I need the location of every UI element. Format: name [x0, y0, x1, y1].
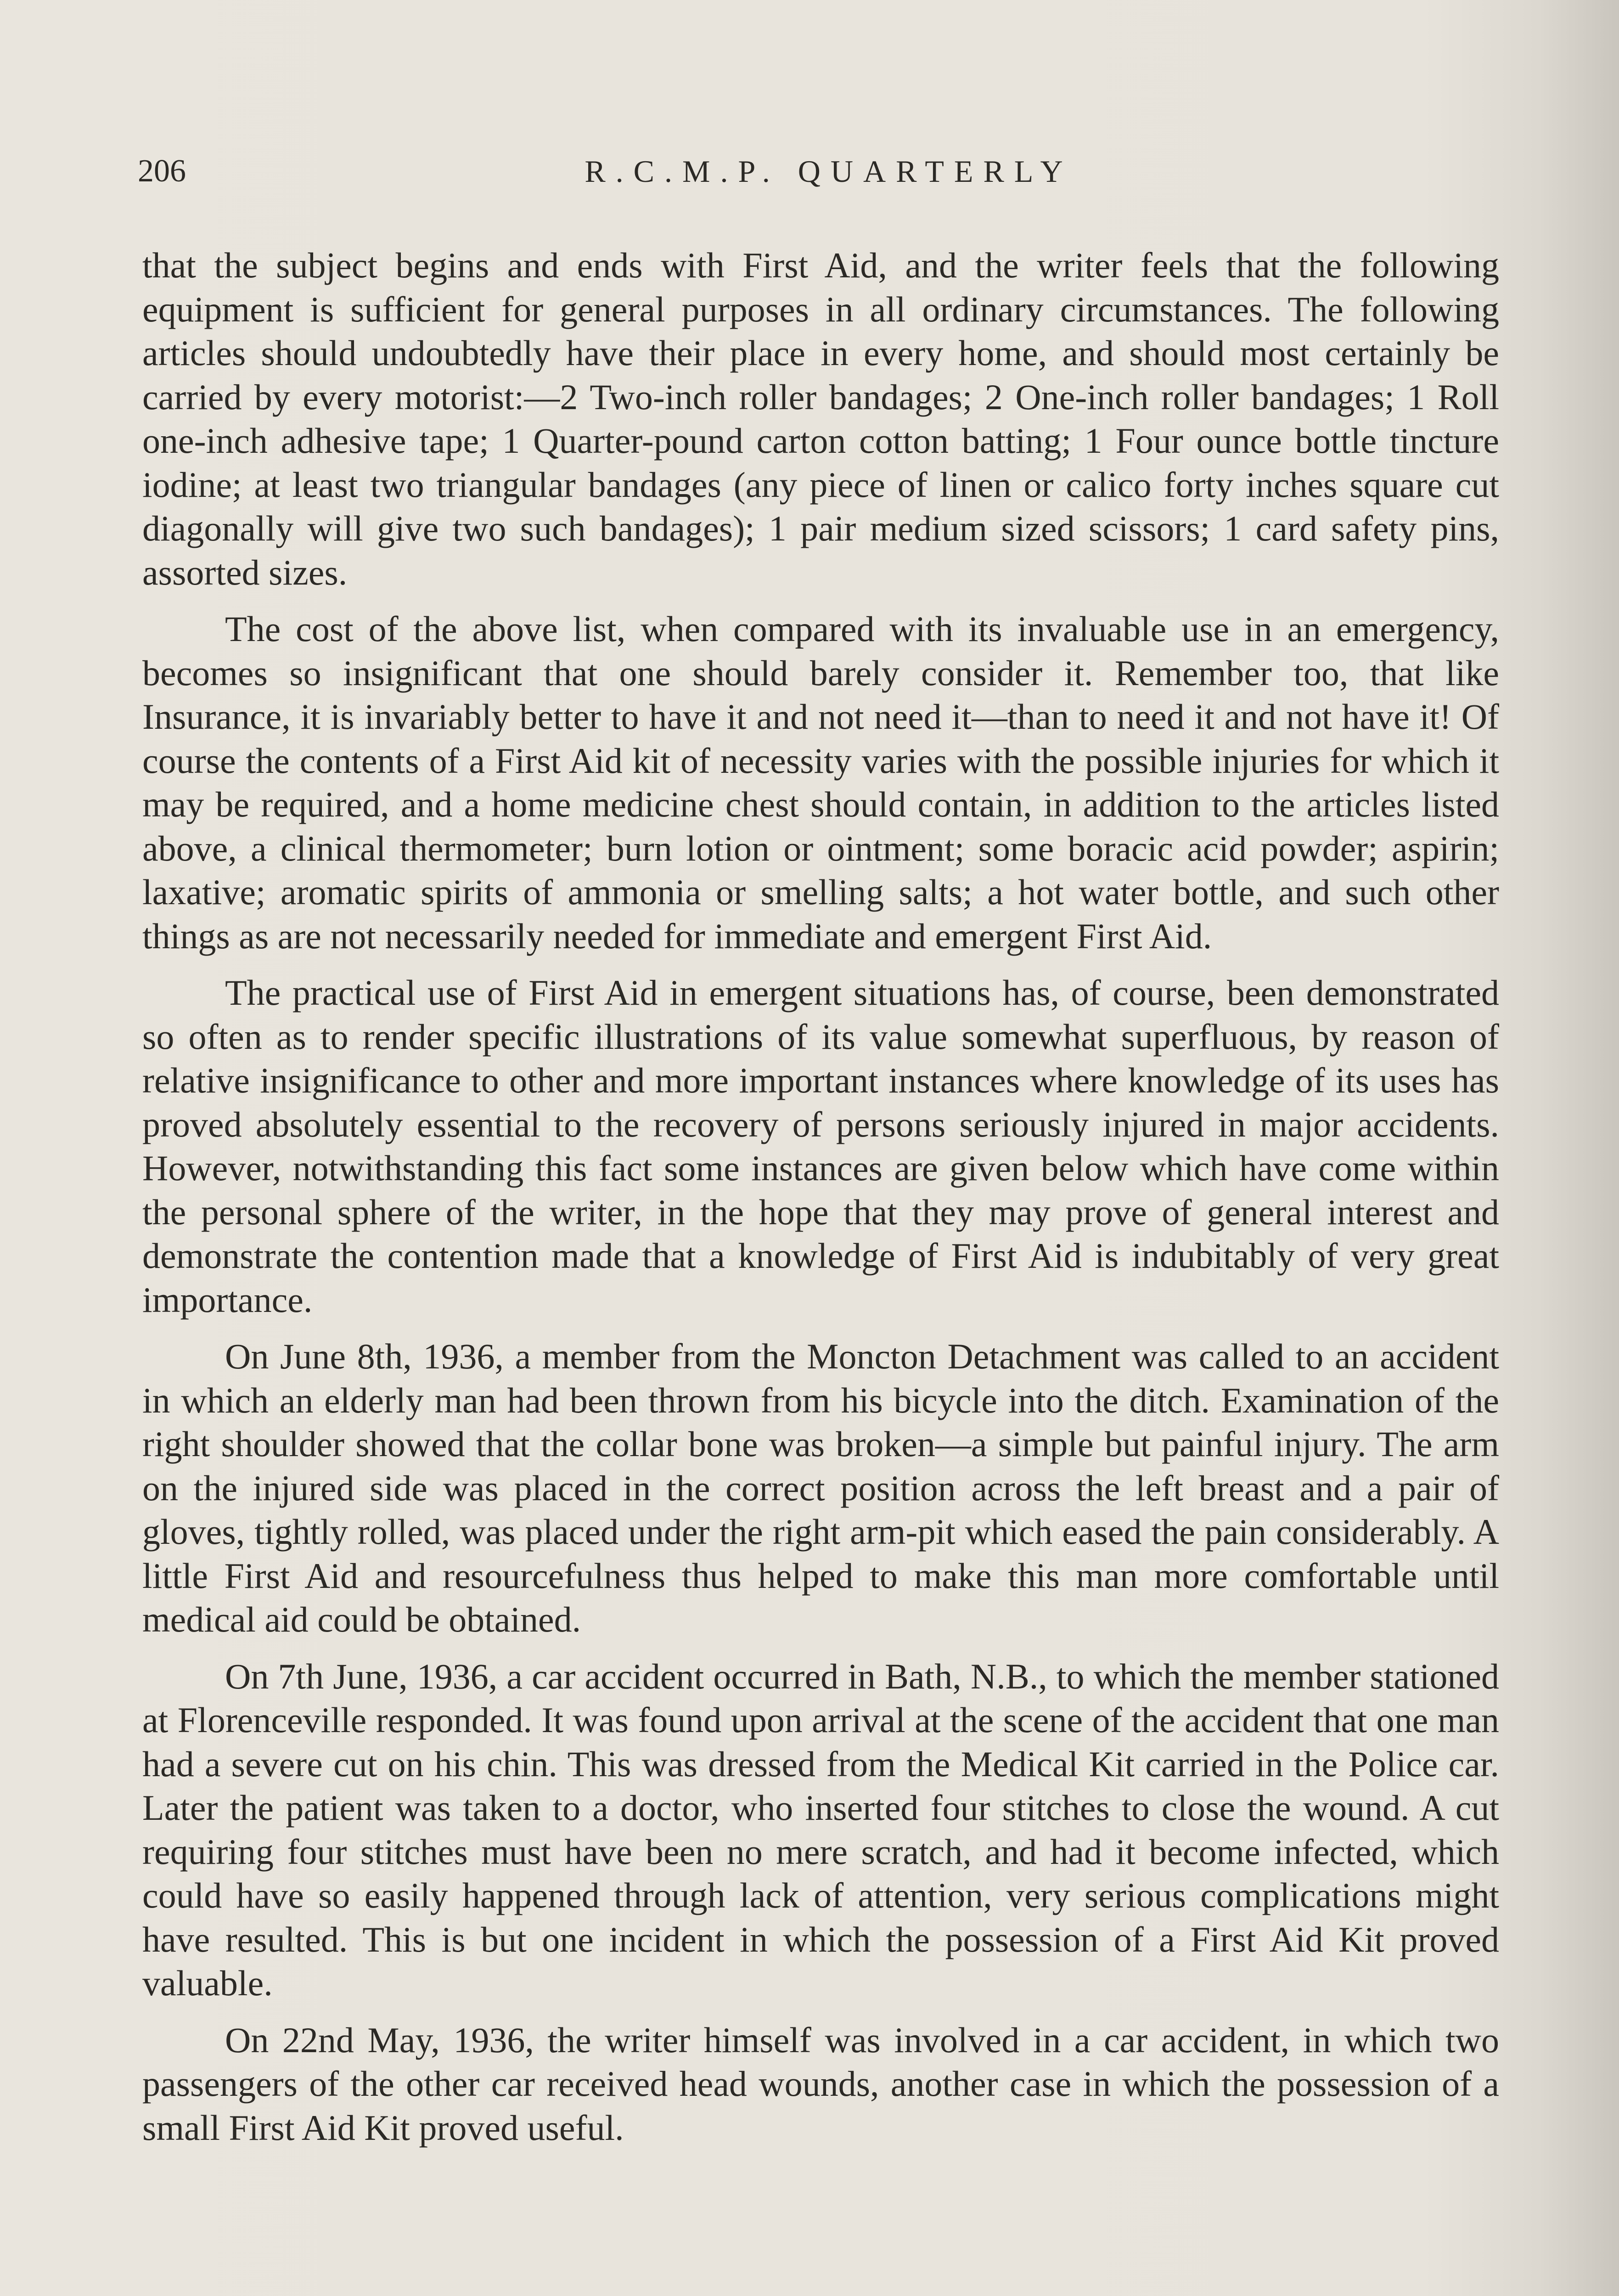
- page-number: 206: [138, 153, 186, 189]
- page-header: [138, 146, 1520, 197]
- paragraph-practical-use: The practical use of First Aid in emergent situations has, of course, been demonstrated so often as to render specific illustrations of its value somewhat superfluous, by reason of relative insignificance to other and more important instances where knowledge of its uses has proved absolutely essential to the recovery of persons seriously injured in major accidents. However, notwithstanding this fact some instances are given below which have come within the personal sphere of the writer, in the hope that they may prove of general interest and demonstrate the contention made that a knowledge of First Aid is indubitably of very great importance.: [142, 973, 1499, 1320]
- paragraph-cost: The cost of the above list, when compared with its invaluable use in an emergency, becomes so insignificant that one should barely consider it. Remember too, that like Insurance, it is invariably better to have it and not need it—than to need it and not have it! Of course the contents of a First Aid kit of necessity varies with the possible injuries for which it may be required, and a home medicine chest should contain, in addition to the articles listed above, a clinical thermometer; burn lotion or ointment; some boracic acid powder; aspirin; laxative; aromatic spirits of ammonia or smelling salts; a hot water bottle, and such other things as are not necessarily needed for immediate and emergent First Aid.: [142, 609, 1499, 956]
- paragraph-equipment-list: that the subject begins and ends with First Aid, and the writer feels that the following equipment is sufficient for general purposes in all ordinary circumstances. The following articles should undoubtedly have their place in every home, and should most certainly be carried by every motorist:—2 Two-inch roller bandages; 2 One-inch roller bandages; 1 Roll one-inch adhesive tape; 1 Quarter-pound carton cotton batting; 1 Four ounce bottle tincture iodine; at least two triangular bandages (any piece of linen or calico forty inches square cut diagonally will give two such bandages); 1 pair medium sized scissors; 1 card safety pins, assorted sizes.: [142, 245, 1499, 592]
- paragraph-writer-incident: On 22nd May, 1936, the writer himself was involved in a car accident, in which two passengers of the other car received head wounds, another case in which the possession of a small First Aid Kit proved useful.: [142, 2020, 1499, 2148]
- paragraph-moncton-incident: On June 8th, 1936, a member from the Moncton Detachment was called to an accident in which an elderly man had been thrown from his bicycle into the ditch. Examination of the right shoulder showed that the collar bone was broken—a simple but painful injury. The arm on the injured side was placed in the correct position across the left breast and a pair of gloves, tightly rolled, was placed under the right arm-pit which eased the pain considerably. A little First Aid and resourcefulness thus helped to make this man more comfortable until medical aid could be obtained.: [142, 1336, 1499, 1639]
- paragraph-bath-incident: On 7th June, 1936, a car accident occurred in Bath, N.B., to which the member stationed at Florenceville responded. It was found upon arrival at the scene of the accident that one man had a severe cut on his chin. This was dressed from the Medical Kit carried in the Police car. Later the patient was taken to a doctor, who inserted four stitches to close the wound. A cut requiring four stitches must have been no mere scratch, and had it become infected, which could have so easily happened through lack of attention, very serious complications might have resulted. This is but one incident in which the possession of a First Aid Kit proved valuable.: [142, 1656, 1499, 2003]
- running-title: R.C.M.P. QUARTERLY: [585, 154, 1073, 189]
- article-body: [142, 243, 1499, 2150]
